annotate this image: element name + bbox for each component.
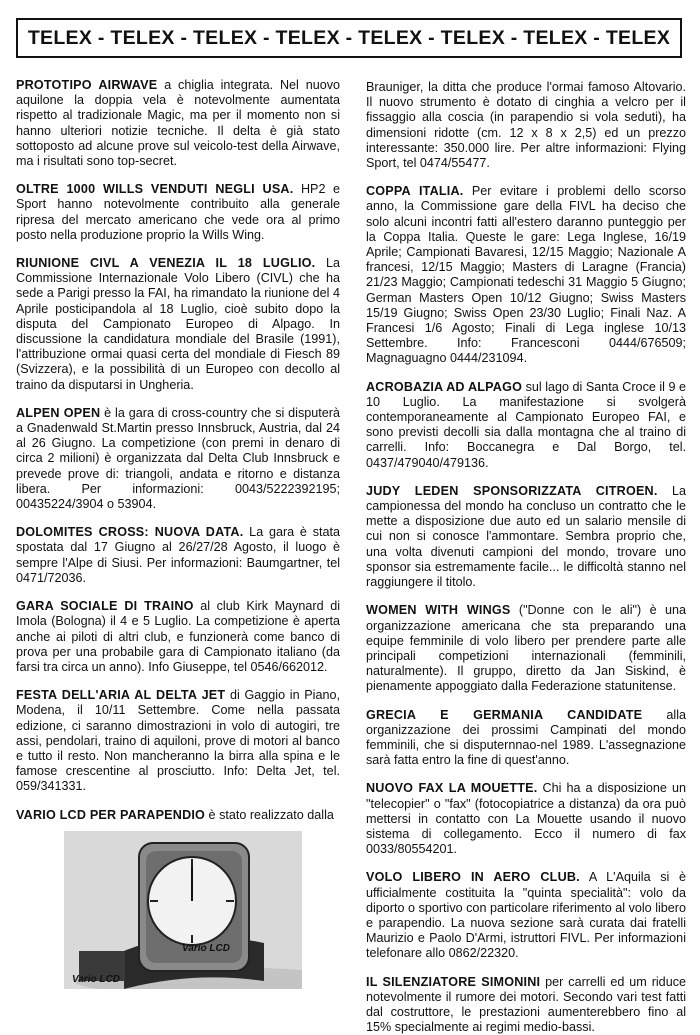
article-riunione-civl (16, 256, 340, 393)
article-heading: GARA SOCIALE DI TRAINO (16, 599, 194, 614)
article-vario-lcd (16, 808, 340, 823)
article-heading: OLTRE 1000 WILLS VENDUTI NEGLI USA. (16, 182, 294, 197)
left-column (16, 78, 340, 989)
article-festa-aria (16, 688, 340, 794)
article-alpen-open (16, 406, 340, 512)
article-acrobazia-alpago (366, 380, 686, 471)
article-heading: DOLOMITES CROSS: NUOVA DATA. (16, 525, 244, 540)
article-judy-leden (366, 484, 686, 590)
article-heading: ALPEN OPEN (16, 405, 101, 420)
right-column (366, 80, 686, 1035)
article-body: è la gara di cross-country che si disputerà a Gnadenwald St.Martin presso Innsbruck, Austria, dal 24 al 26 Giugno. La competizione (con premi in denaro di circa 2 milioni) è organizzata dal Delta Club Innsbruck e prevede prove di: triangoli, andata e ritorno e distanza libera. Per informazioni: 0043/5222392195; 00435224/3904 o 53904. (16, 405, 340, 512)
vario-lcd-photo (64, 831, 302, 989)
article-heading: PROTOTIPO AIRWAVE (16, 78, 158, 92)
article-heading: NUOVO FAX LA MOUETTE. (366, 781, 538, 796)
article-body: Per evitare i problemi dello scorso anno, la Commissione gare della FIVL ha deciso che solo alcuni incontri fatti all'estero daranno punteggio per la Coppa Italia. Queste le gare: Lega Inglese, 16/19 Aprile; Campionati Bavaresi, 12/15 Maggio; Nazionale A francesi, 12/15 Maggio; Masters di Laragne (Francia) 21/23 Maggio; Campionati tedeschi 31 Maggio 5 Giugno; German Masters Open 10/12 Giugno; Swiss Masters 15/19 Giugno; Swiss Open 23/30 Luglio; Finali Naz. A Francesi 1/6 Agosto; Finali di Lega inglese 10/13 Settembre. Info: Francesconi 0444/676509; Magnaguagno 0444/231094. (366, 184, 687, 366)
article-heading: COPPA ITALIA. (366, 184, 464, 199)
article-wills-usa (16, 182, 340, 243)
article-grecia-germania (366, 708, 686, 769)
article-body: Brauniger, la ditta che produce l'ormai famoso Altovario. Il nuovo strumento è dotato di cinghia a velcro per il fissaggio alla coscia (in parapendio si vola seduti), ha dimensioni ridotte (cm. 12 x 8 x 2,5) ed un prezzo interessante: 350.000 lire. Per altre informazioni: Flying Sport, tel 0474/55477. (366, 80, 686, 171)
article-vario-continued (366, 80, 686, 171)
article-heading: GRECIA E GERMANIA CANDIDATE (366, 707, 643, 722)
article-body: Chi ha a disposizione un "telecopier" o "fax" (fotocopiatrice a distanza) da ora può mettersi in contatto con La Mouette usando il nuovo sistema di collegamento. Ecco il numero di fax 0033/80554201. (366, 781, 686, 857)
device-label: Vario LCD (182, 942, 230, 954)
article-body: La campionessa del mondo ha concluso un contratto che le mette a disposizione due auto ed un salario mensile di cui non si conosce l'ammontare. Sembra proprio che, una volta divenuti campioni del mondo, trovare uno sponsor sia estremamente facile... le difficoltà stanno nel raggiungere il titolo. (366, 483, 686, 590)
article-body: ("Donne con le ali") è una organizzazione americana che sta preparando una equipe femminile di volo libero per prendere parte alle principali competizioni internazionali (femminili, naturalmente). Il gruppo, diretto da Jan Siskind, è pienamente appoggiato dalla Federazione statunitense. (366, 603, 686, 694)
article-body: alla organizzazione dei prossimi Campinati del mondo femminili, che si disputernnao-nel 1989. L'assegnazione sarà fatta entro la fine di quest'anno. (366, 707, 686, 768)
article-silenziatore-simonini (366, 975, 686, 1035)
article-heading: WOMEN WITH WINGS (366, 603, 511, 618)
article-body: sul lago di Santa Croce il 9 e 10 Luglio. La manifestazione si svolgerà contemporaneamente al Campionato Europeo FAI, e sono previsti decolli sia dalla montagna che al traino di carrelli. Info: Boccanegra e Dal Borgo, tel. 0437/479040/479136. (366, 379, 686, 470)
article-body: A L'Aquila si è ufficialmente costituita la "quinta specialità": volo da diporto o sportivo con particolare riferimento al volo libero e parapendio. La nuova sezione sarà curata dai fratelli Maurizio e Paolo D'Armi, istruttori FIVL. Per informazioni telefonare allo 0862/22320. (366, 870, 686, 961)
article-heading: VARIO LCD PER PARAPENDIO (16, 807, 206, 822)
article-body: di Gaggio in Piano, Modena, il 10/11 Settembre. Come nella passata edizione, ci saranno dimostrazioni in volo di autogiri, tre assi, pendolari, traino di aquiloni, prove di motori al banco e tutto il resto. Non mancheranno la birra alla spina e le famose crescentine al prosciutto. Info: Delta Jet, tel. 059/341331. (16, 688, 340, 794)
article-body: al club Kirk Maynard di Imola (Bologna) il 4 e 5 Luglio. La competizione è aperta anche ai piloti di altri club, e funzionerà come banco di prova per una probabile gara di Campionato italiano (da farsi tra circa un anno). Info Giuseppe, tel 0546/662012. (16, 599, 340, 674)
vario-device-illustration (64, 831, 302, 989)
article-fax-la-mouette (366, 781, 686, 857)
article-heading: JUDY LEDEN SPONSORIZZATA CITROEN. (366, 483, 658, 498)
article-prototipo-airwave (16, 78, 340, 169)
article-heading: ACROBAZIA AD ALPAGO (366, 379, 523, 394)
article-body: La Commissione Internazionale Volo Libero (CIVL) che ha sede a Parigi presso la FAI, ha rimandato la riunione del 4 Aprile posticipandola al 18 Luglio, cioè subito dopo la disputa del Campionato Europeo di Alpago. In discussione la candidatura mondiale del Brasile (1991), l'attribuzione ormai quasi certa del mondiale di Fiesch 89 (Svizzera), e la possibilità di un Europeo con decollo al traino da disputarsi in Ungheria. (16, 256, 340, 392)
article-women-with-wings (366, 603, 686, 694)
article-heading: VOLO LIBERO IN AERO CLUB. (366, 870, 580, 885)
article-body: La gara è stata spostata dal 17 Giugno al 26/27/28 Agosto, il luogo è sempre l'Alpe di Siusi. Per informazioni: Baumgartner, tel 0471/72036. (16, 525, 340, 585)
article-body: a chiglia integrata. Nel nuovo aquilone la doppia vela è notevolmente aumentata rispetto al tradizionale Magic, ma per il momento non si hanno ulteriori notizie tecniche. Il delta è già stato sottoposto ad alcune prove sul veicolo-test della Airwave, ma i risultati sono top-secret. (16, 78, 341, 169)
telex-banner: TELEX - TELEX - TELEX - TELEX - TELEX - TELEX - TELEX - TELEX (16, 18, 682, 58)
article-body: per carrelli ed um riduce notevolmente il rumore dei motori. Secondo vari test fatti dal costruttore, le prestazioni aumenterebbero fino al 15% specialmente ai regimi medio-bassi. (366, 974, 686, 1035)
article-coppa-italia (366, 184, 686, 366)
article-gara-sociale (16, 599, 340, 675)
article-heading: RIUNIONE CIVL A VENEZIA IL 18 LUGLIO. (16, 256, 316, 271)
article-volo-libero-aero-club (366, 870, 686, 961)
article-dolomites-cross (16, 525, 340, 586)
article-body: è stato realizzato dalla (205, 807, 334, 822)
article-heading: IL SILENZIATORE SIMONINI (366, 974, 541, 989)
article-body: HP2 e Sport hanno notevolmente contribuito alla generale ripresa del mercato americano che vede ora al primo posto nella produzione proprio la Wills Wing. (16, 182, 340, 242)
photo-caption: Vario LCD (72, 973, 120, 985)
article-heading: FESTA DELL'ARIA AL DELTA JET (16, 688, 226, 703)
